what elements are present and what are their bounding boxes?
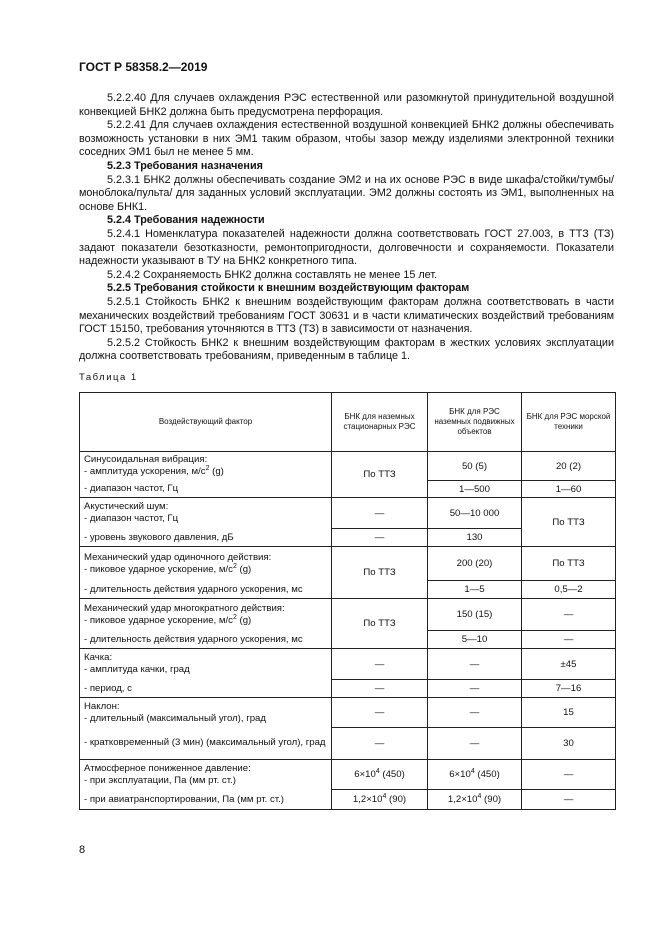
cell-value: По ТТЗ (332, 547, 428, 599)
cell-value: — (332, 698, 428, 728)
row-label: - уровень звукового давления, дБ (80, 529, 332, 547)
cell-value: По ТТЗ (332, 452, 428, 498)
cell-value: $6\times 10^4$ (450) (428, 760, 522, 790)
row-label: Акустический шум: - диапазон частот, Гц (80, 498, 332, 529)
paragraph: 5.2.3.1 БНК2 должны обеспечивать создание ЭМ2 и на их основе РЭС в виде шкафа/стойки/тумбы/моноблока/пульта/ для заданных условий эксплуатации. ЭМ2 должны состоять из ЭМ1, выполненных на основе БНК1. (79, 173, 614, 213)
cell-value: — (332, 680, 428, 698)
cell-value: — (522, 760, 616, 790)
header-stationary: БНК для наземных стационарных РЭС (332, 393, 428, 452)
cell-value: — (332, 649, 428, 680)
cell-value: По ТТЗ (522, 498, 616, 547)
cell-value: 130 (428, 529, 522, 547)
cell-value: 1—60 (522, 481, 616, 498)
table-group-rolling (80, 649, 616, 698)
cell-value: 50 (5) (428, 452, 522, 481)
row-label: Качка: - амплитуда качки, град (80, 649, 332, 680)
cell-value: $1,2\times 10^4$ (90) (332, 790, 428, 810)
cell-value: — (428, 680, 522, 698)
body-text (79, 92, 614, 364)
row-label: - при авиатранспортировании, Па (мм рт. ст.) (80, 790, 332, 810)
section-heading: 5.2.5 Требования стойкости к внешним воздействующим факторам (107, 282, 470, 295)
cell-value: 1—5 (428, 581, 522, 599)
paragraph: 5.2.2.41 Для случаев охлаждения естественной воздушной конвекцией БНК2 должны обеспечивать возможность установки в них ЭМ1 таким образом, чтобы зазор между изделиями электронной техники соседних ЭМ1 был не менее 5 мм. (79, 119, 614, 159)
cell-value: $6\times 10^4$ (450) (332, 760, 428, 790)
paragraph: 5.2.2.40 Для случаев охлаждения РЭС естественной или разомкнутой принудительной воздушной конвекцией БНК2 должна быть предусмотрена перфорация. (79, 92, 614, 118)
table-header-row (80, 393, 616, 452)
cell-value: — (332, 498, 428, 529)
row-label: Механический удар многократного действия: - пиковое ударное ускорение, $м/с^2$ (g) (80, 599, 332, 631)
table-group-vibration (80, 452, 616, 498)
cell-value: — (332, 529, 428, 547)
requirements-table (79, 392, 616, 810)
section-heading: 5.2.3 Требования назначения (107, 159, 263, 172)
document-header: ГОСТ Р 58358.2—2019 (79, 60, 208, 74)
row-label: Синусоидальная вибрация: - амплитуда ускорения, $м/с^2$ (g) (80, 452, 332, 481)
paragraph: 5.2.4.1 Номенклатура показателей надежности должна соответствовать ГОСТ 27.003, в ТТЗ (ТЗ) задают показатели безотказности, ремонтопригодности, долговечности и сохраняемости. Показатели надежности указывают в ТУ на БНК2 конкретного типа. (79, 227, 614, 268)
row-label: - кратковременный (3 мин) (максимальный угол), град (80, 728, 332, 760)
row-label: - диапазон частот, Гц (80, 481, 332, 498)
header-factor: Воздействующий фактор (80, 393, 332, 452)
row-label: - период, с (80, 680, 332, 698)
cell-value: — (522, 790, 616, 810)
cell-value: — (428, 728, 522, 760)
cell-value: 150 (15) (428, 599, 522, 631)
row-label: Механический удар одиночного действия: - пиковое ударное ускорение, $м/с^2$ (g) (80, 547, 332, 581)
cell-value: 5—10 (428, 631, 522, 649)
cell-value: 15 (522, 698, 616, 728)
table-group-single-shock (80, 547, 616, 599)
table-caption: Таблица 1 (79, 372, 138, 383)
cell-value: По ТТЗ (522, 547, 616, 581)
section-heading: 5.2.4 Требования надежности (107, 214, 265, 227)
cell-value: — (522, 631, 616, 649)
row-label: Наклон: - длительный (максимальный угол), град (80, 698, 332, 728)
cell-value: — (428, 698, 522, 728)
cell-value: 0,5—2 (522, 581, 616, 599)
paragraph: 5.2.5.1 Стойкость БНК2 к внешним воздействующим факторам должна соответствовать в части механических воздействий требованиям ГОСТ 30631 и в части климатических воздействий требованиям ГОСТ 15150, требования уточняются в ТТЗ (ТЗ) в зависимости от назначения. (79, 295, 614, 336)
row-label: - длительность действия ударного ускорения, мс (80, 631, 332, 649)
cell-value: $1,2\times 10^4$ (90) (428, 790, 522, 810)
page-number: 8 (79, 844, 86, 856)
row-label: - длительность действия ударного ускорения, мс (80, 581, 332, 599)
cell-value: ±45 (522, 649, 616, 680)
cell-value: — (428, 649, 522, 680)
header-marine: БНК для РЭС морской техники (522, 393, 616, 452)
cell-value: 7—16 (522, 680, 616, 698)
cell-value: 20 (2) (522, 452, 616, 481)
paragraph: 5.2.4.2 Сохраняемость БНК2 должна составлять не менее 15 лет. (107, 268, 438, 281)
cell-value: — (522, 599, 616, 631)
row-label: Атмосферное пониженное давление: - при эксплуатации, Па (мм рт. ст.) (80, 760, 332, 790)
cell-value: 50—10 000 (428, 498, 522, 529)
table-group-pressure (80, 760, 616, 810)
paragraph: 5.2.5.2 Стойкость БНК2 к внешним воздействующим факторам в жестких условиях эксплуатации должна соответствовать требованиям, приведенным в таблице 1. (79, 336, 614, 363)
header-mobile: БНК для РЭС наземных подвижных объектов (428, 393, 522, 452)
table-group-repeated-shock (80, 599, 616, 649)
table-group-tilt (80, 698, 616, 760)
cell-value: — (332, 728, 428, 760)
cell-value: 30 (522, 728, 616, 760)
table-group-acoustic (80, 498, 616, 547)
cell-value: 1—500 (428, 481, 522, 498)
cell-value: 200 (20) (428, 547, 522, 581)
cell-value: По ТТЗ (332, 599, 428, 649)
